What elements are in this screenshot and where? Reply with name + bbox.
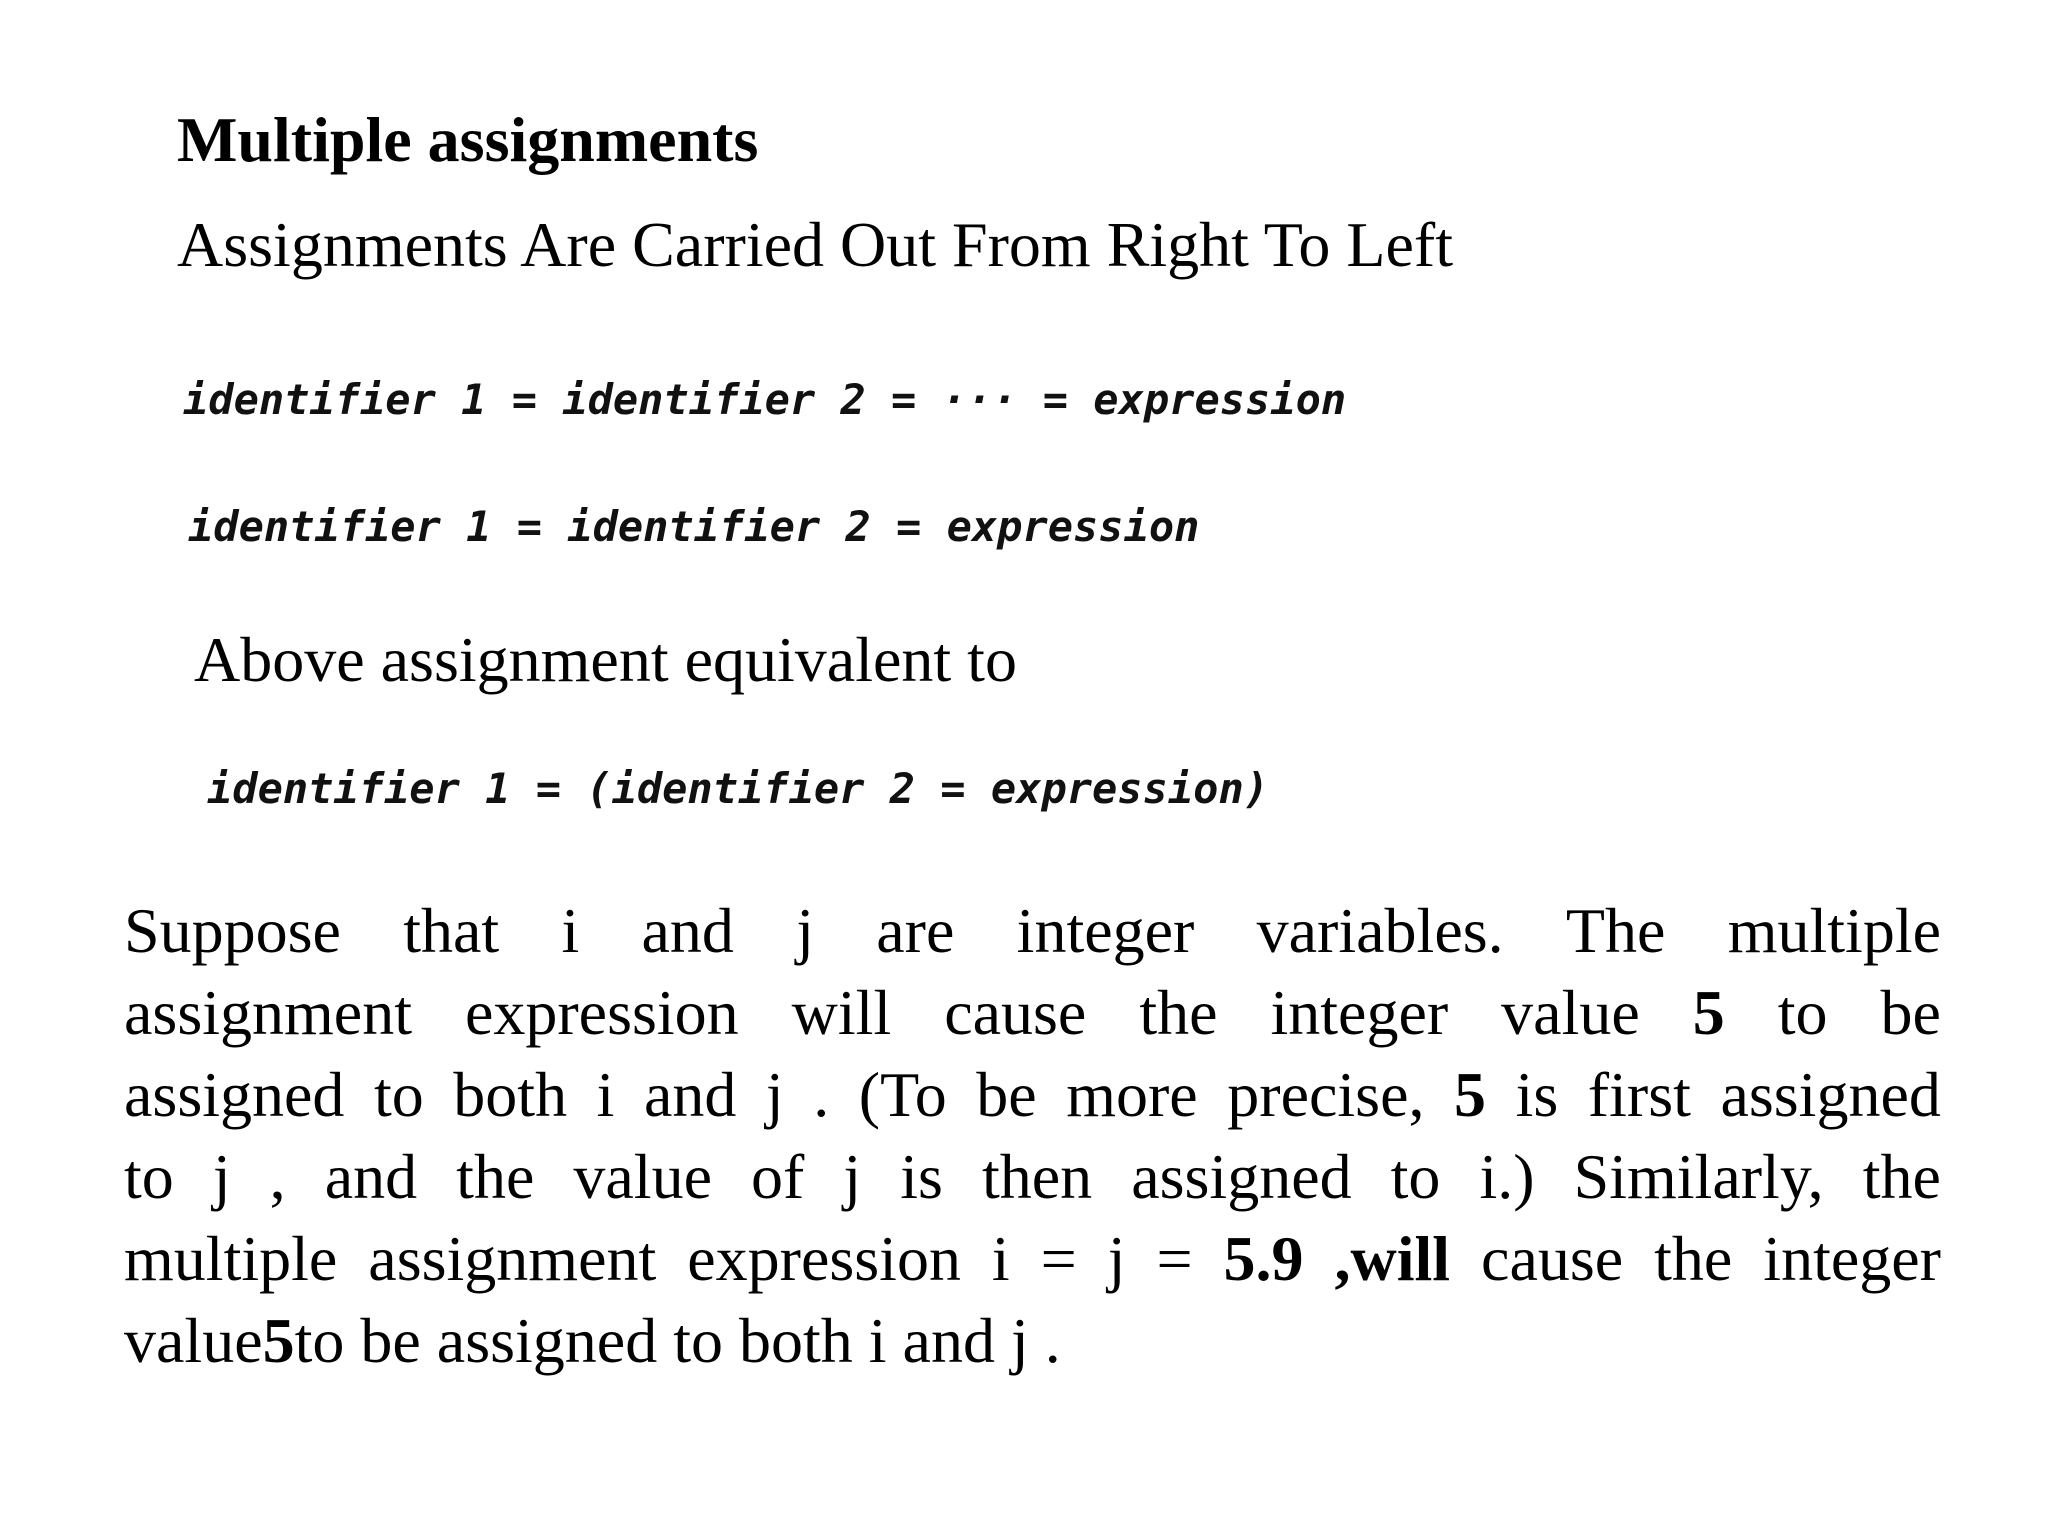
paragraph-word: to [673, 1305, 723, 1376]
paragraph-word: be [976, 1059, 1037, 1130]
paragraph-word: The [1565, 895, 1666, 966]
paragraph-word: i [868, 1305, 887, 1376]
paragraph-word: i [561, 895, 580, 966]
paragraph-word: variables. [1256, 895, 1504, 966]
paragraph-word: the [1862, 1141, 1941, 1212]
paragraph-word: is [900, 1141, 943, 1212]
paragraph-word: value [124, 1305, 263, 1376]
paragraph-word: i [991, 1223, 1010, 1294]
paragraph-word: is [1515, 1059, 1559, 1130]
paragraph-line [124, 1300, 1941, 1382]
paragraph-word: value [573, 1141, 712, 1212]
paragraph-line [124, 1054, 1941, 1136]
paragraph-word: expression [687, 1223, 961, 1294]
paragraph-word: 5 [262, 1305, 295, 1376]
slide-title: Multiple assignments [177, 104, 759, 175]
paragraph-word: and [641, 895, 734, 966]
explanation-paragraph [124, 890, 1941, 1382]
code-two-identifiers: identifier 1 = identifier 2 = expression [188, 502, 1200, 551]
paragraph-word: more [1066, 1059, 1198, 1130]
paragraph-line [124, 972, 1941, 1054]
paragraph-word: cause [1481, 1223, 1624, 1294]
paragraph-word: multiple [1727, 895, 1941, 966]
paragraph-line [124, 890, 1941, 972]
paragraph-word: j [765, 1059, 784, 1130]
paragraph-word: 5 [1454, 1059, 1487, 1130]
paragraph-word: and [902, 1305, 995, 1376]
paragraph-word: will [791, 977, 892, 1048]
paragraph-word: be [1880, 977, 1941, 1048]
paragraph-word: to [1777, 977, 1828, 1048]
paragraph-word: first [1587, 1059, 1691, 1130]
paragraph-word: 5.9 [1223, 1223, 1304, 1294]
paragraph-word: j [212, 1141, 231, 1212]
paragraph-word: integer [1763, 1223, 1941, 1294]
code-parenthesized-form: identifier 1 = (identifier 2 = expression) [207, 764, 1270, 813]
paragraph-word: i.) [1479, 1141, 1535, 1212]
equivalent-note: Above assignment equivalent to [194, 624, 1017, 695]
paragraph-line [124, 1218, 1941, 1300]
paragraph-word: expression [464, 977, 739, 1048]
paragraph-word: j [796, 895, 814, 966]
paragraph-word: to [373, 1059, 424, 1130]
paragraph-word: multiple [124, 1223, 338, 1294]
paragraph-word: the [1139, 977, 1218, 1048]
paragraph-word: ,will [1334, 1223, 1451, 1294]
paragraph-word: the [1654, 1223, 1733, 1294]
paragraph-word: and [324, 1141, 418, 1212]
paragraph-word: assigned [436, 1305, 658, 1376]
paragraph-word: (To [858, 1059, 947, 1130]
paragraph-word: of [751, 1141, 805, 1212]
paragraph-word: 5 [1692, 977, 1725, 1048]
paragraph-word: and [643, 1059, 737, 1130]
paragraph-line [124, 1136, 1941, 1218]
paragraph-word: both [738, 1305, 853, 1376]
paragraph-word: assignment [124, 977, 412, 1048]
paragraph-word: Similarly, [1573, 1141, 1824, 1212]
code-general-form: identifier 1 = identifier 2 = ··· = expression [183, 375, 1347, 424]
paragraph-word: . [1044, 1305, 1061, 1376]
paragraph-word: precise, [1227, 1059, 1425, 1130]
paragraph-word: to [124, 1141, 174, 1212]
paragraph-word: that [403, 895, 500, 966]
paragraph-word: cause [944, 977, 1087, 1048]
paragraph-word: , [269, 1141, 286, 1212]
paragraph-word: assigned [1131, 1141, 1352, 1212]
paragraph-word: to [1390, 1141, 1441, 1212]
paragraph-word: assigned [1720, 1059, 1941, 1130]
paragraph-word: = [1040, 1223, 1077, 1294]
paragraph-word: j [843, 1141, 862, 1212]
paragraph-word: assigned [124, 1059, 345, 1130]
paragraph-word: both [453, 1059, 568, 1130]
paragraph-word: j [1010, 1305, 1029, 1376]
paragraph-word: value [1501, 977, 1640, 1048]
paragraph-word: Suppose [124, 895, 341, 966]
paragraph-word: integer [1270, 977, 1449, 1048]
paragraph-word: to [294, 1305, 345, 1376]
paragraph-word: . [813, 1059, 830, 1130]
paragraph-word: then [981, 1141, 1093, 1212]
paragraph-word: assignment [368, 1223, 657, 1294]
slide-subtitle: Assignments Are Carried Out From Right To Left [177, 209, 1453, 280]
paragraph-word: the [456, 1141, 535, 1212]
paragraph-word: integer [1016, 895, 1195, 966]
paragraph-word: = [1156, 1223, 1193, 1294]
paragraph-word: j [1107, 1223, 1126, 1294]
paragraph-word: be [360, 1305, 421, 1376]
paragraph-word: i [596, 1059, 615, 1130]
paragraph-word: are [876, 895, 955, 966]
